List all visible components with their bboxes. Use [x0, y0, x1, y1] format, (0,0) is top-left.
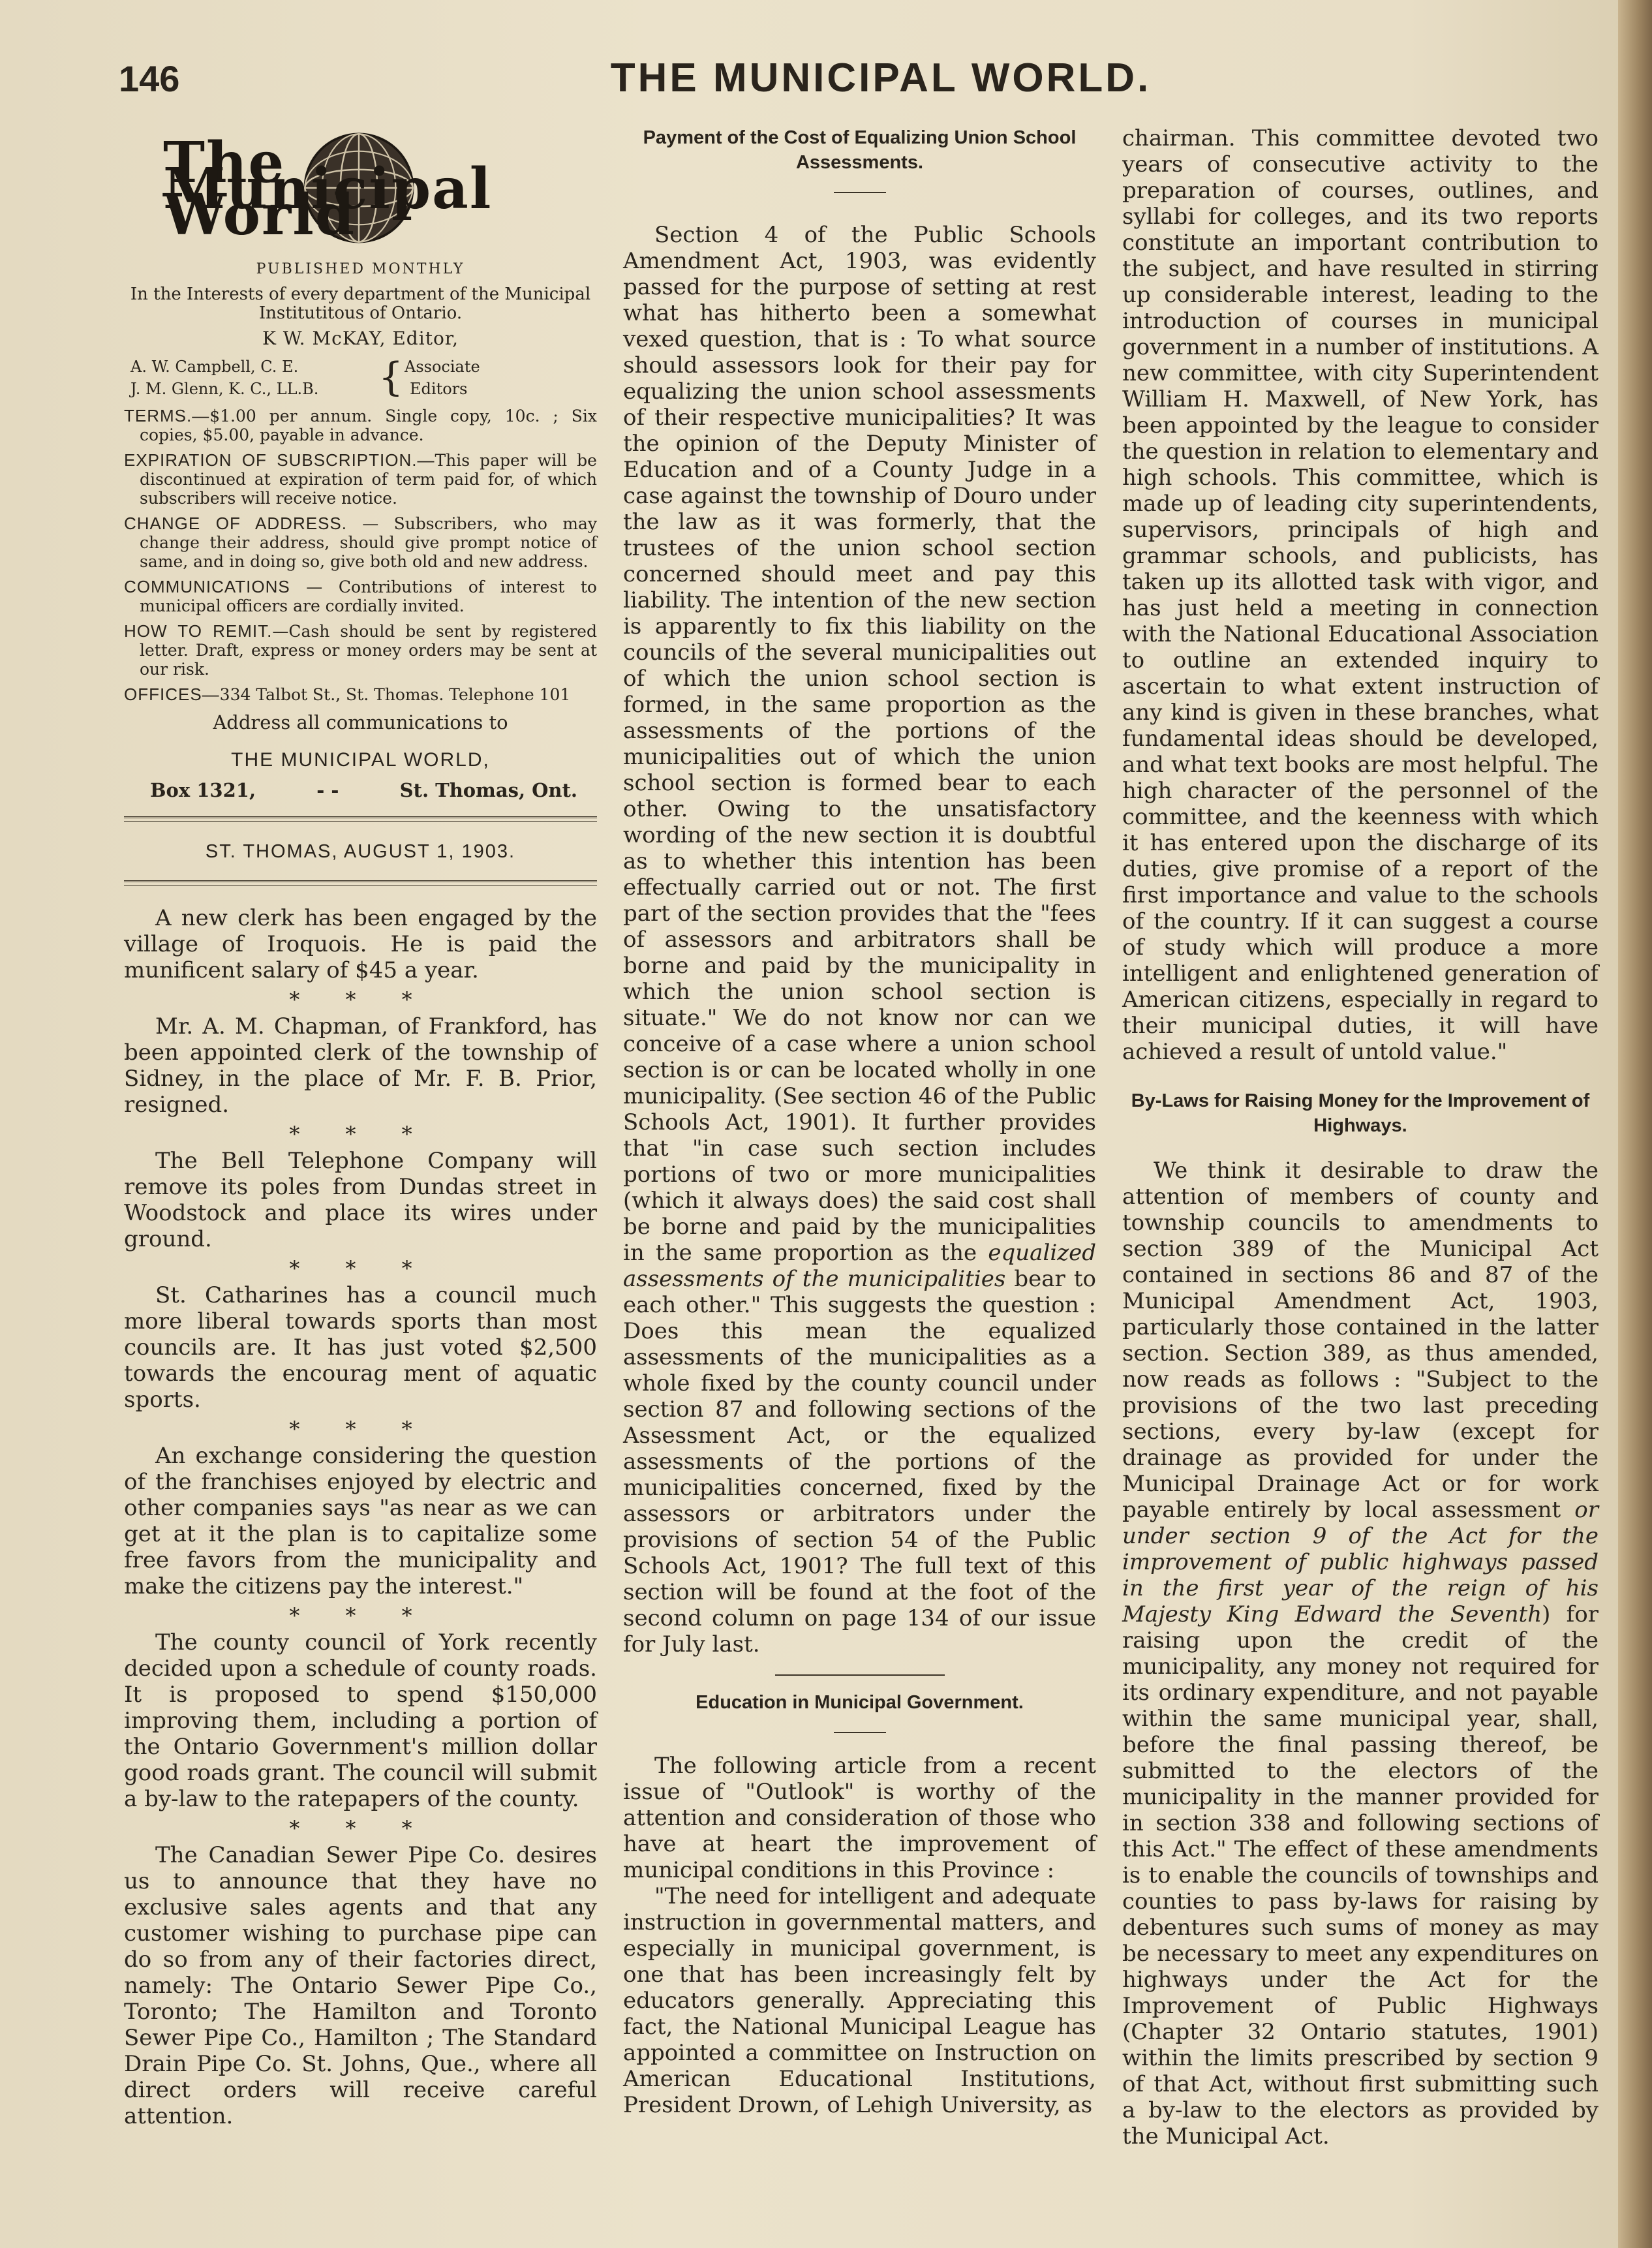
article-heading: Education in Municipal Government.: [696, 1692, 1024, 1713]
notice-expiration: EXPIRATION OF SUBSCRIPTION.—This paper will be discontinued at expiration of term paid for, of which subscribers will receive notice.: [124, 450, 597, 508]
star-separator: * * *: [289, 1256, 432, 1281]
star-separator: * * *: [289, 1417, 432, 1441]
article-paragraph: "The need for intelligent and adequate instruction in governmental matters, and especially in municipal government, is one that has been increasingly felt by educators generally. Appreciating this fact, the National Municipal League has appointed a committee on Instruction on American Educational Institutions, President Drown, of Lehigh University, as: [623, 1883, 1096, 2118]
star-separator: * * *: [289, 987, 432, 1012]
column-1: [124, 124, 597, 2129]
postal-address: [124, 777, 597, 803]
notices: [124, 407, 597, 704]
article-heading: By-Laws for Raising Money for the Improvement of Highways.: [1131, 1090, 1590, 1136]
article-paragraph: We think it desirable to draw the attention of members of county and township councils to amendments to section 389 of the Municipal Act contained in sections 86 and 87 of the Municipal Amendment Act, 1903, particularly those contained in the latter section. Section 389, as thus amended, now reads as follows : "Subject to the provisions of the two last preceding sections, every by-law (except for drainage as provided for under the Municipal Drainage Act or for work payable entirely by local assessment or under section 9 of the Act for the improvement of public highways passed in the first year of the reign of his Majesty King Edward the Seventh) for raising upon the credit of the municipality, any money not required for its ordinary expenditure, and not payable within the same municipal year, shall, before the final passing thereof, be submitted to the electors of the municipality in the manner provided for in section 338 and following sections of this Act." The effect of these amendments is to enable the councils of townships and counties to pass by-laws for raising by debentures such sums of money as may be necessary to meet any expenditures on highways under the Act for the Improvement of Public Highways (Chapter 32 Ontario statutes, 1901) within the limits prescribed by section 9 of that Act, without first submitting such a by-law to the electors as provided by the Municipal Act.: [1122, 1158, 1598, 2149]
notice-terms: TERMS.—$1.00 per annum. Single copy, 10c. ; Six copies, $5.00, payable in advance.: [124, 406, 597, 444]
divider: [775, 1674, 945, 1676]
associate-label-2: Editors: [410, 380, 468, 398]
divider: [124, 816, 597, 822]
interests-line-1: In the Interests of every department of the Municipal: [130, 285, 591, 304]
published-monthly: PUBLISHED MONTHLY: [256, 261, 465, 277]
divider: [834, 1732, 886, 1733]
column-3: [1122, 125, 1598, 2149]
star-separator: * * *: [289, 1122, 432, 1147]
page-number: 146: [119, 58, 180, 99]
editor-line: K W. McKAY, Editor,: [262, 328, 459, 349]
news-item: The Bell Telephone Company will remove its poles from Dundas street in Woodstock and place its wires under ground.: [124, 1148, 597, 1252]
masthead-logo: [124, 131, 597, 251]
article-paragraph: The following article from a recent issue of "Outlook" is worthy of the attention and consideration of those who have at heart the improvement of municipal conditions in this Province :: [623, 1753, 1096, 1883]
brace: {: [378, 354, 404, 400]
interests-line-2: Institutitous of Ontario.: [258, 303, 463, 323]
article-paragraph: Section 4 of the Public Schools Amendment Act, 1903, was evidently passed for the purpose of setting at rest what has hitherto been a somewhat vexed question, that is : To what source should assessors look for their pay for equalizing the union school assessments of their respective municipalities? It was the opinion of the Deputy Minister of Education and of a County Judge in a case against the township of Douro under the law as it was formerly, that the trustees of the union school section concerned should meet and pay this liability. The intention of the new section is apparently to fix this liability on the councils of the several municipalities out of which the union school section is formed, in the same proportion as the assessments of the portions of the municipalities out of which the union school section is formed bear to each other. Owing to the unsatisfactory wording of the new section it is doubtful as to whether this intention has been effectually carried out or not. The first part of the section provides that the "fees of assessors and arbitrators shall be borne and paid by the municipality in which the union school section is situate." We do not know nor can we conceive of a case where a union school section is or can be located wholly in one municipality. (See section 46 of the Public Schools Act, 1901). It further provides that "in case such section includes portions of two or more municipalities (which it always does) the said cost shall be borne and paid by the municipalities in the same proportion as the equalized assessments of the municipalities bear to each other." This suggests the question : Does this mean the equalized assessments of the municipalities as a whole fixed by the county council under section 87 and following sections of the Assessment Act, or the equalized assessments of the portions of the municipalities concerned, fixed by the assessors or arbitrators under the provisions of section 54 of the Public Schools Act, 1901? The full text of this section will be found at the foot of the second column on page 134 of our issue for July last.: [623, 222, 1096, 1657]
notice-offices: OFFICES—334 Talbot St., St. Thomas. Telephone 101: [124, 685, 571, 704]
associate-editor-2: J. M. Glenn, K. C., LL.B.: [130, 380, 319, 398]
divider: [124, 880, 597, 885]
dateline: ST. THOMAS, AUGUST 1, 1903.: [205, 841, 516, 862]
masthead-title: The Municipal World: [163, 130, 493, 248]
news-item: An exchange considering the question of the franchises enjoyed by electric and other companies says "as near as we can get at it the plan is to capitalize some free favors from the municipality and make the citizens pay the interest.": [124, 1443, 597, 1599]
address-all: Address all communications to: [213, 711, 508, 733]
column-2: [623, 125, 1096, 2118]
news-item: A new clerk has been engaged by the village of Iroquois. He is paid the munificent salary of $45 a year.: [124, 905, 597, 983]
news-item: The Canadian Sewer Pipe Co. desires us to announce that they have no exclusive sales agents and that any customer wishing to purchase pipe can do so from any of their factories direct, namely: The Ontario Sewer Pipe Co., Toronto; The Hamilton and Toronto Sewer Pipe Co., Hamilton ; The Standard Drain Pipe Co. St. Johns, Que., where all direct orders will receive careful attention.: [124, 1842, 597, 2129]
star-separator: * * *: [289, 1603, 432, 1628]
news-item: The county council of York recently decided upon a schedule of county roads. It is proposed to spend $150,000 improving them, including a portion of the Ontario Government's million dollar good roads grant. The council will submit a by-law to the ratepapers of the county.: [124, 1629, 597, 1812]
divider: [834, 192, 886, 193]
associate-editor-1: A. W. Campbell, C. E.: [130, 358, 299, 376]
notice-remit: HOW TO REMIT.—Cash should be sent by registered letter. Draft, express or money orders may be sent at our risk.: [124, 621, 597, 679]
spacer: [1122, 1065, 1598, 1088]
associate-editors: [124, 356, 597, 400]
box-number: Box 1321,: [150, 779, 256, 801]
running-title: THE MUNICIPAL WORLD.: [610, 55, 1152, 100]
associate-label-1: Associate: [405, 358, 480, 376]
article-paragraph-continued: chairman. This committee devoted two years of consecutive activity to the preparation of courses, outlines, and syllabi for colleges, and its two reports constitute an important contribution to the subject, and have resulted in stirring up considerable interest, leading to the introduction of courses in municipal government in a number of institutions. A new committee, with city Superintendent William H. Maxwell, of New York, has been appointed by the league to consider the question in relation to elementary and high schools. This committee, which is made up of leading city superintendents, supervisors, principals of high and grammar schools, and publicists, has taken up its allotted task with vigor, and has just held a meeting in connection with the National Educational Association to outline an extended inquiry to ascertain to what extent instruction of any kind is given in these branches, what fundamental ideas should be developed, and what text books are most helpful. The high character of the personnel of the committee, and the keenness with which it has entered upon the discharge of its duties, give promise of a report of the first importance and value to the schools of the country. If it can suggest a course of study which will produce a more intelligent and enlightened generation of American citizens, especially in regard to their municipal duties, it will have achieved a result of untold value.": [1122, 125, 1598, 1065]
page-edge: [1618, 0, 1652, 2248]
notice-change-address: CHANGE OF ADDRESS. — Subscribers, who may change their address, should give prompt notice of same, and in doing so, give both old and new address.: [124, 514, 597, 571]
star-separator: * * *: [289, 1816, 432, 1841]
city: St. Thomas, Ont.: [399, 779, 577, 801]
address-dash: - -: [316, 779, 339, 801]
news-item: St. Catharines has a council much more liberal towards sports than most councils are. It has just voted $2,500 towards the encourag ment of aquatic sports.: [124, 1282, 597, 1413]
news-item: Mr. A. M. Chapman, of Frankford, has been appointed clerk of the township of Sidney, in the place of Mr. F. B. Prior, resigned.: [124, 1013, 597, 1118]
publication-name: THE MUNICIPAL WORLD,: [231, 749, 490, 771]
article-heading: Payment of the Cost of Equalizing Union School Assessments.: [643, 127, 1077, 173]
notice-communications: COMMUNICATIONS — Contributions of interest to municipal officers are cordially invited.: [124, 577, 597, 615]
